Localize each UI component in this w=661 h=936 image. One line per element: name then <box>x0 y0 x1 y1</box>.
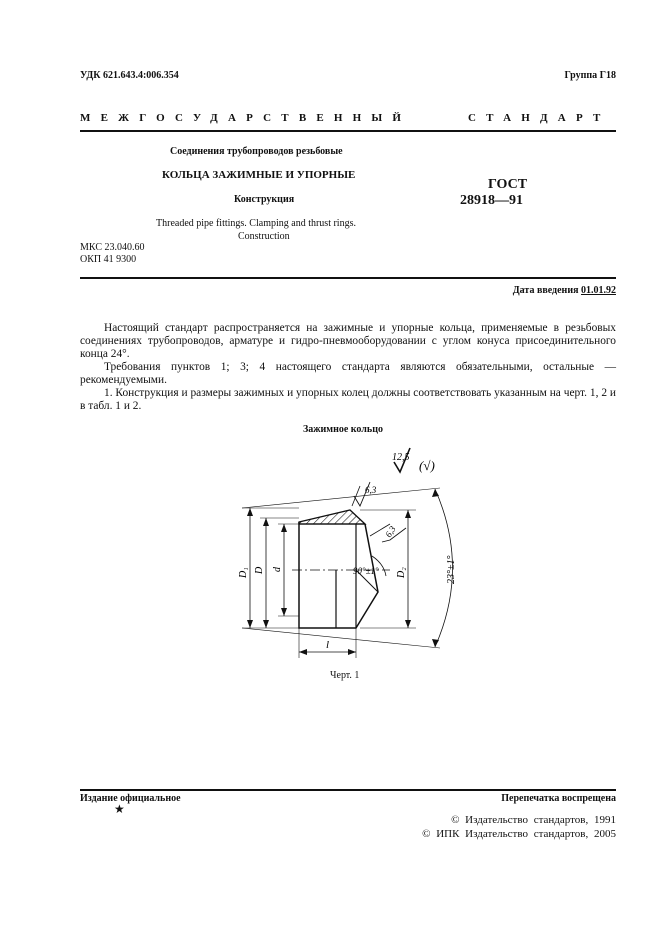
title-line3: Конструкция <box>234 194 295 205</box>
hatched-section <box>299 510 365 524</box>
reprint-notice: Перепечатка воспрещена <box>501 793 616 804</box>
figure-caption: Черт. 1 <box>330 670 360 681</box>
gost-number: 28918—91 <box>460 193 523 208</box>
dim-d2-label: D₂ <box>396 567 407 578</box>
star-icon: ★ <box>114 802 125 816</box>
gost-label: ГОСТ <box>488 177 528 192</box>
title-line2: КОЛЬЦА ЗАЖИМНЫЕ И УПОРНЫЕ <box>162 169 356 181</box>
dim-l-label: l <box>326 639 330 651</box>
angle-23-label: 23°±1° <box>446 555 457 584</box>
paragraph-clause-1: 1. Конструкция и размеры зажимных и упорных колец должны соответствовать указанным на черт. 1, 2 и в табл. 1 и 2. <box>80 387 616 413</box>
intro-date <box>513 285 616 296</box>
figure-title: Зажимное кольцо <box>303 424 383 435</box>
intro-date-value: 01.01.92 <box>581 285 616 296</box>
dim-d-small-label: d <box>272 567 283 572</box>
copyright-2005: © ИПК Издательство стандартов, 2005 <box>422 828 616 840</box>
official-edition: Издание официальное <box>80 793 181 804</box>
title-rule <box>80 277 616 279</box>
dim-d-label: D <box>254 566 265 574</box>
group-code: Группа Г18 <box>564 70 616 81</box>
copyright-1991: © Издательство стандартов, 1991 <box>451 814 616 826</box>
paragraph-requirements: Требования пунктов 1; 3; 4 настоящего стандарта являются обязательными, остальные — рекомендуемыми. <box>80 361 616 387</box>
roughness-main-label: 12,5 <box>392 452 410 463</box>
intro-date-label: Дата введения <box>512 285 579 296</box>
roughness-top-label: 6,3 <box>365 485 377 495</box>
angle-90-label: 90°±1° <box>353 566 379 576</box>
title-english-line2: Construction <box>238 231 290 242</box>
clamping-ring-drawing <box>220 440 470 670</box>
paragraph-scope: Настоящий стандарт распространяется на зажимные и упорные кольца, применяемые в резьбовых соединениях трубопроводов, арматуре и гидро-пневмооборудовании с углом конуса присоединительного конца 24°. <box>80 322 616 361</box>
roughness-side-label: 6,3 <box>383 524 398 540</box>
udk-code: УДК 621.643.4:006.354 <box>80 70 179 81</box>
title-line1: Соединения трубопроводов резьбовые <box>170 146 343 157</box>
footer-rule <box>80 789 616 791</box>
mks-code: МКС 23.040.60 <box>80 242 145 253</box>
title-english-line1: Threaded pipe fittings. Clamping and thrust rings. <box>156 218 356 229</box>
banner-right: СТАНДАРТ <box>468 112 611 124</box>
okp-code: ОКП 41 9300 <box>80 254 137 265</box>
roughness-check-label: (√) <box>419 458 435 473</box>
banner-left: МЕЖГОСУДАРСТВЕННЫЙ <box>80 112 412 124</box>
top-rule <box>80 130 616 132</box>
dim-d1-label: D₁ <box>238 567 249 578</box>
